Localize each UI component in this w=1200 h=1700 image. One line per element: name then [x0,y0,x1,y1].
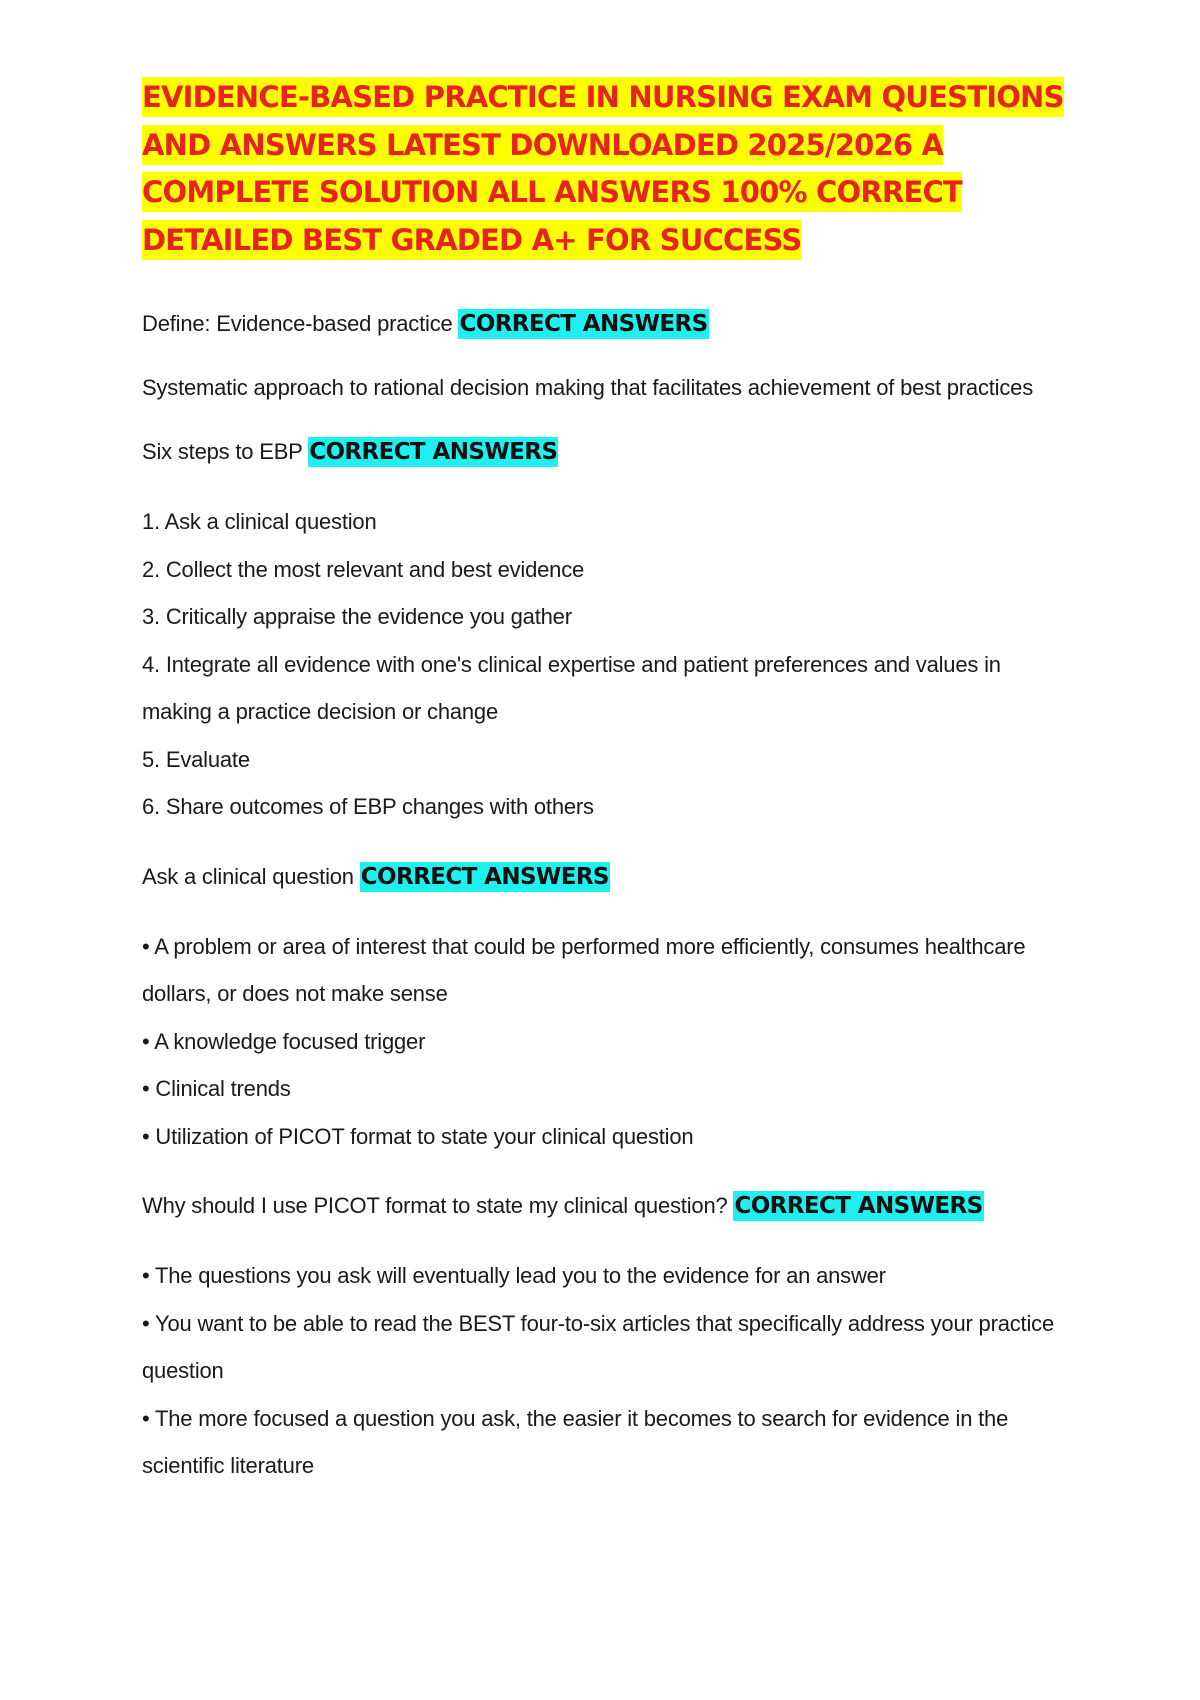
correct-answers-tag: CORRECT ANSWERS [734,1193,983,1219]
question-heading [142,306,1072,342]
question-text: Six steps to EBP [142,439,303,464]
question-text: Define: Evidence-based practice [142,311,453,336]
question-text: Why should I use PICOT format to state my clinical question? [142,1193,728,1218]
answer-list [142,1252,1072,1490]
list-item: 1. Ask a clinical question [142,509,377,534]
answer-text: Systematic approach to rational decision making that facilitates achievement of best practices [142,375,1033,400]
correct-answers-tag: CORRECT ANSWERS [459,311,708,337]
list-item: • A problem or area of interest that could be performed more efficiently, consumes healthcare dollars, or does not make sense [142,933,1026,1006]
answer-list [142,498,1072,831]
list-item: 3. Critically appraise the evidence you gather [142,604,572,629]
document-title-text: EVIDENCE-BASED PRACTICE IN NURSING EXAM QUESTIONS AND ANSWERS LATEST DOWNLOADED 2025/2026 A COMPLETE SOLUTION ALL ANSWERS 100% CORRECT DETAILED BEST GRADED A+ FOR SUCCESS [142,77,1064,260]
question-text: Ask a clinical question [142,863,354,889]
correct-answers-tag: CORRECT ANSWERS [309,439,558,465]
list-item: • Utilization of PICOT format to state your clinical question [142,1123,694,1149]
list-item: • The more focused a question you ask, the easier it becomes to search for evidence in the scientific literature [142,1405,1009,1478]
question-heading [142,1188,1072,1224]
list-item: • Clinical trends [142,1076,291,1101]
list-item: • The questions you ask will eventually lead you to the evidence for an answer [142,1263,886,1288]
correct-answers-tag: CORRECT ANSWERS [360,863,609,890]
answer-list [142,923,1072,1161]
list-item: 4. Integrate all evidence with one's clinical expertise and patient preferences and values in making a practice decision or change [142,651,1001,724]
question-heading [142,859,1072,895]
list-item: 2. Collect the most relevant and best evidence [142,556,585,582]
document-page [142,74,1072,1518]
list-item: • You want to be able to read the BEST four-to-six articles that specifically address your practice question [142,1310,1054,1383]
document-title [142,74,1072,264]
list-item: • A knowledge focused trigger [142,1028,426,1054]
list-item: 5. Evaluate [142,746,250,772]
question-heading [142,434,1072,470]
list-item: 6. Share outcomes of EBP changes with others [142,794,594,819]
